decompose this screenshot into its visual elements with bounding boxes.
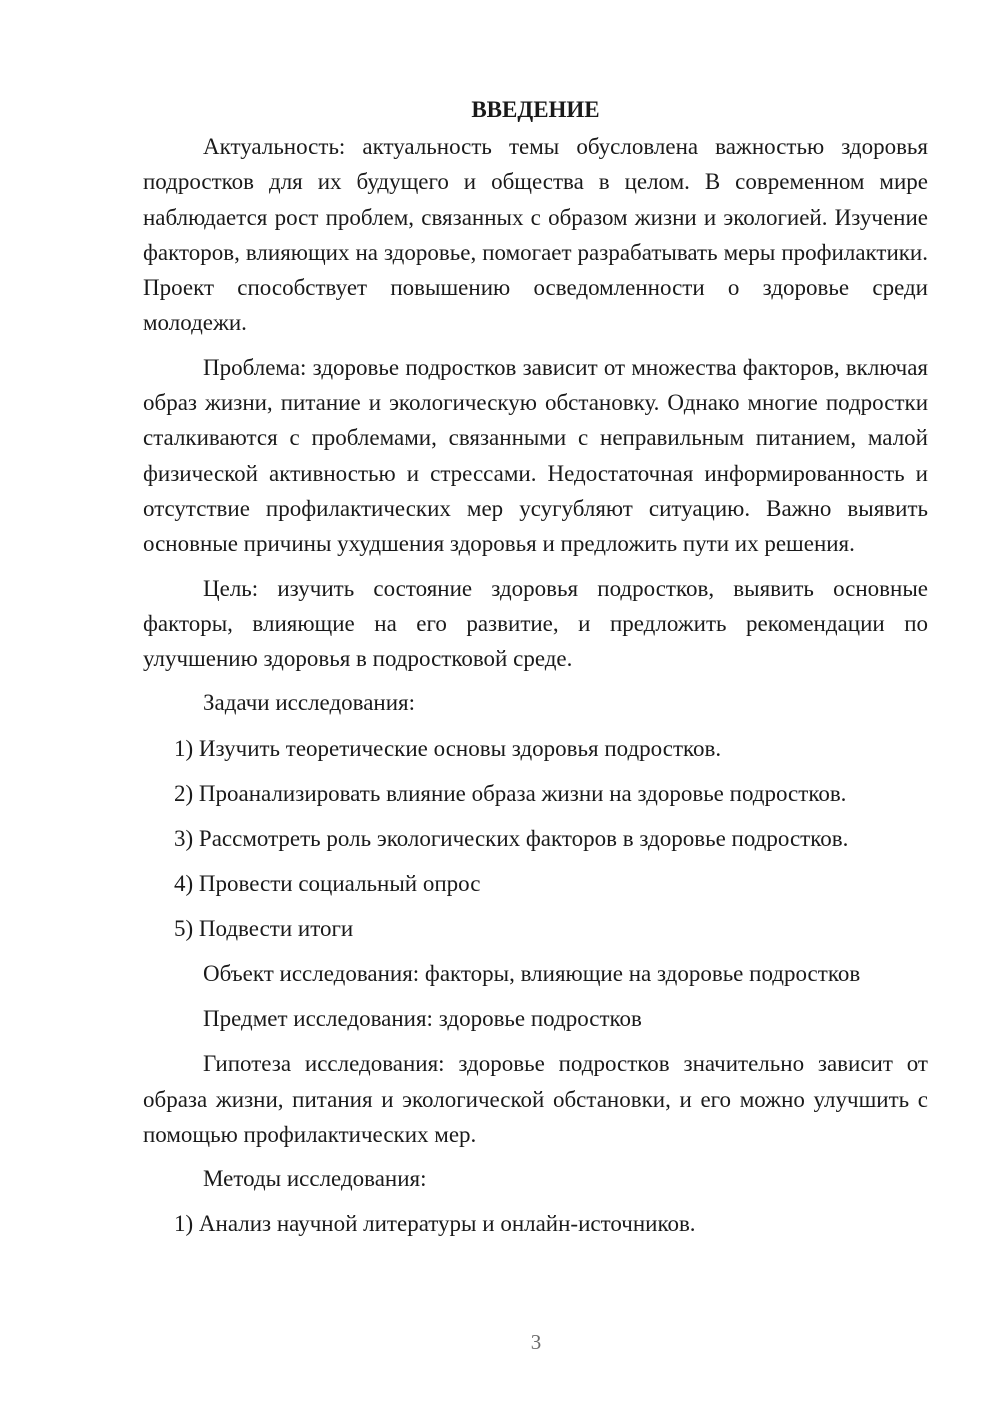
page-number: 3 [530,1330,542,1354]
tasks-heading: Задачи исследования: [203,690,416,716]
task-item-1: 1) Изучить теоретические основы здоровья подростков. [174,735,722,761]
research-subject: Предмет исследования: здоровье подростков [203,1006,642,1032]
task-item-2: 2) Проанализировать влияние образа жизни на здоровье подростков. [174,780,847,806]
methods-heading: Методы исследования: [203,1166,427,1192]
task-item-3: 3) Рассмотреть роль экологических факторов в здоровье подростков. [174,825,849,851]
task-item-5: 5) Подвести итоги [174,915,354,941]
document-body [143,92,928,1251]
hypothesis-paragraph: Гипотеза исследования: здоровье подростков значительно зависит от образа жизни, питания и экологической обстановки, и его можно улучшить с помощью профилактических мер. [143,1051,928,1147]
research-object: Объект исследования: факторы, влияющие на здоровье подростков [203,961,861,987]
goal-paragraph: Цель: изучить состояние здоровья подростков, выявить основные факторы, влияющие на его развитие, и предложить рекомендации по улучшению здоровья в подростковой среде. [143,575,928,672]
method-item-1: 1) Анализ научной литературы и онлайн-источников. [174,1211,696,1237]
task-item-4: 4) Провести социальный опрос [174,870,481,896]
relevance-paragraph: Актуальность: актуальность темы обусловлена важностью здоровья подростков для их будущего и общества в целом. В современном мире наблюдается рост проблем, связанных с образом жизни и экологией. Изучение факторов, влияющих на здоровье, помогает разрабатывать меры профилактики. Проект способствует повышению осведомленности о здоровье среди молодежи. [143,134,928,336]
section-title: ВВЕДЕНИЕ [471,97,600,122]
problem-paragraph: Проблема: здоровье подростков зависит от множества факторов, включая образ жизни, питание и экологическую обстановку. Однако многие подростки сталкиваются с проблемами, связанными с неправильным питанием, малой физической активностью и стрессами. Недостаточная информированность и отсутствие профилактических мер усугубляют ситуацию. Важно выявить основные причины ухудшения здоровья и предложить пути их решения. [143,354,928,557]
